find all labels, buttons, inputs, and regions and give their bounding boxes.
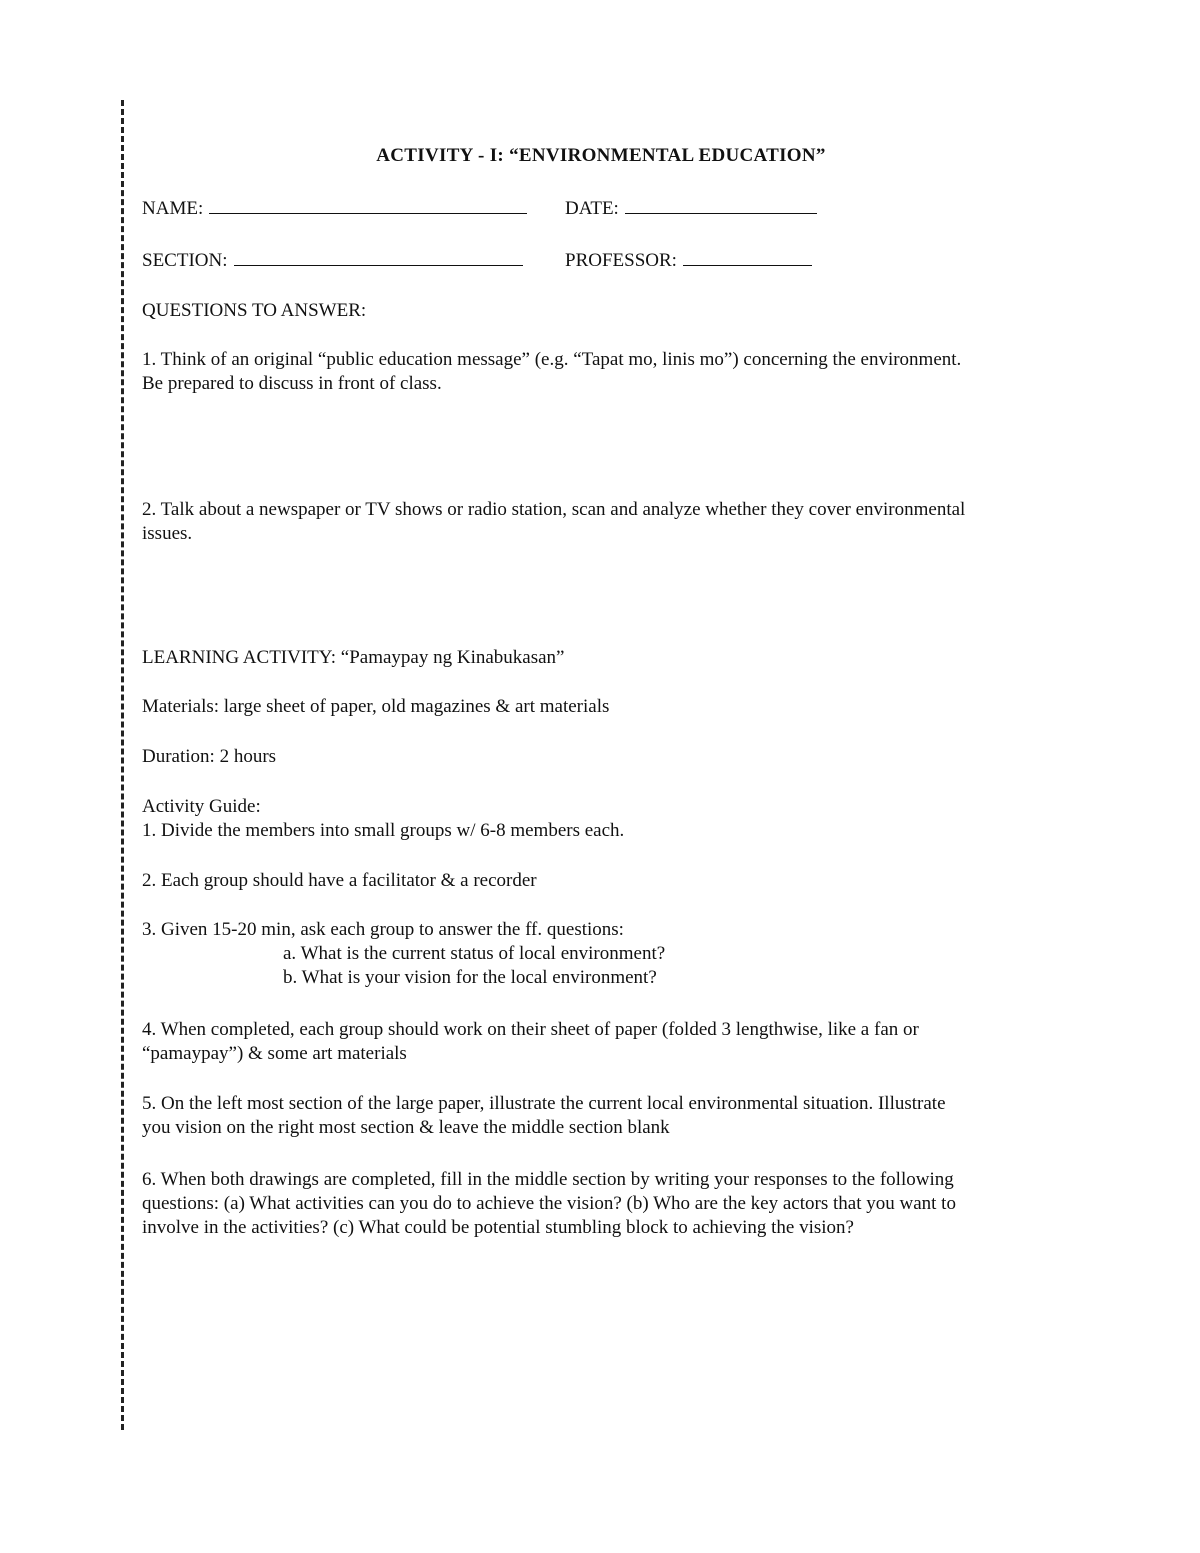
step-3b: b. What is your vision for the local environment? [283, 967, 657, 988]
question-2-line-2: issues. [142, 523, 193, 544]
section-professor-row [142, 247, 1060, 273]
professor-blank[interactable] [683, 247, 812, 266]
date-blank[interactable] [625, 195, 817, 214]
section-field [142, 247, 523, 273]
step-3-text: 3. Given 15-20 min, ask each group to answer the ff. questions: [142, 919, 624, 940]
professor-label: PROFESSOR: [565, 250, 677, 271]
step-6-line-3: involve in the activities? (c) What could be potential stumbling block to achieving the vision? [142, 1217, 854, 1238]
step-4 [142, 1018, 1060, 1066]
section-blank[interactable] [234, 247, 523, 266]
name-date-row [142, 195, 1060, 221]
step-4-line-2: “pamaypay”) & some art materials [142, 1043, 407, 1064]
name-blank[interactable] [209, 195, 527, 214]
step-5-line-1: 5. On the left most section of the large paper, illustrate the current local environmental situation. Illustrate [142, 1093, 946, 1114]
step-5-line-2: you vision on the right most section & leave the middle section blank [142, 1117, 670, 1138]
name-field [142, 195, 527, 221]
professor-field [565, 247, 812, 273]
step-5 [142, 1092, 1060, 1140]
date-field [565, 195, 817, 221]
dashed-cut-line [121, 100, 124, 1430]
duration-line: Duration: 2 hours [142, 746, 277, 767]
step-6 [142, 1168, 1060, 1240]
materials-line: Materials: large sheet of paper, old magazines & art materials [142, 696, 610, 717]
section-label: SECTION: [142, 250, 228, 271]
activity-guide-heading: Activity Guide: [142, 796, 261, 817]
page-title: ACTIVITY - I: “ENVIRONMENTAL EDUCATION” [376, 145, 826, 166]
step-1: 1. Divide the members into small groups w/ 6-8 members each. [142, 820, 625, 841]
step-3 [142, 918, 665, 990]
question-2 [142, 498, 1060, 546]
question-1-line-1: 1. Think of an original “public education message” (e.g. “Tapat mo, linis mo”) concerning the environment. [142, 349, 962, 370]
learning-activity-heading: LEARNING ACTIVITY: “Pamaypay ng Kinabukasan” [142, 647, 565, 668]
step-6-line-1: 6. When both drawings are completed, fill in the middle section by writing your responses to the following [142, 1169, 954, 1190]
questions-heading: QUESTIONS TO ANSWER: [142, 300, 367, 321]
question-1-line-2: Be prepared to discuss in front of class. [142, 373, 442, 394]
step-6-line-2: questions: (a) What activities can you do to achieve the vision? (b) Who are the key actors that you want to [142, 1193, 956, 1214]
step-2: 2. Each group should have a facilitator & a recorder [142, 870, 537, 891]
step-3a: a. What is the current status of local environment? [283, 943, 666, 964]
question-2-line-1: 2. Talk about a newspaper or TV shows or radio station, scan and analyze whether they cover environmental [142, 499, 966, 520]
name-label: NAME: [142, 198, 204, 219]
question-1 [142, 348, 1060, 396]
date-label: DATE: [565, 198, 619, 219]
step-4-line-1: 4. When completed, each group should work on their sheet of paper (folded 3 lengthwise, like a fan or [142, 1019, 919, 1040]
